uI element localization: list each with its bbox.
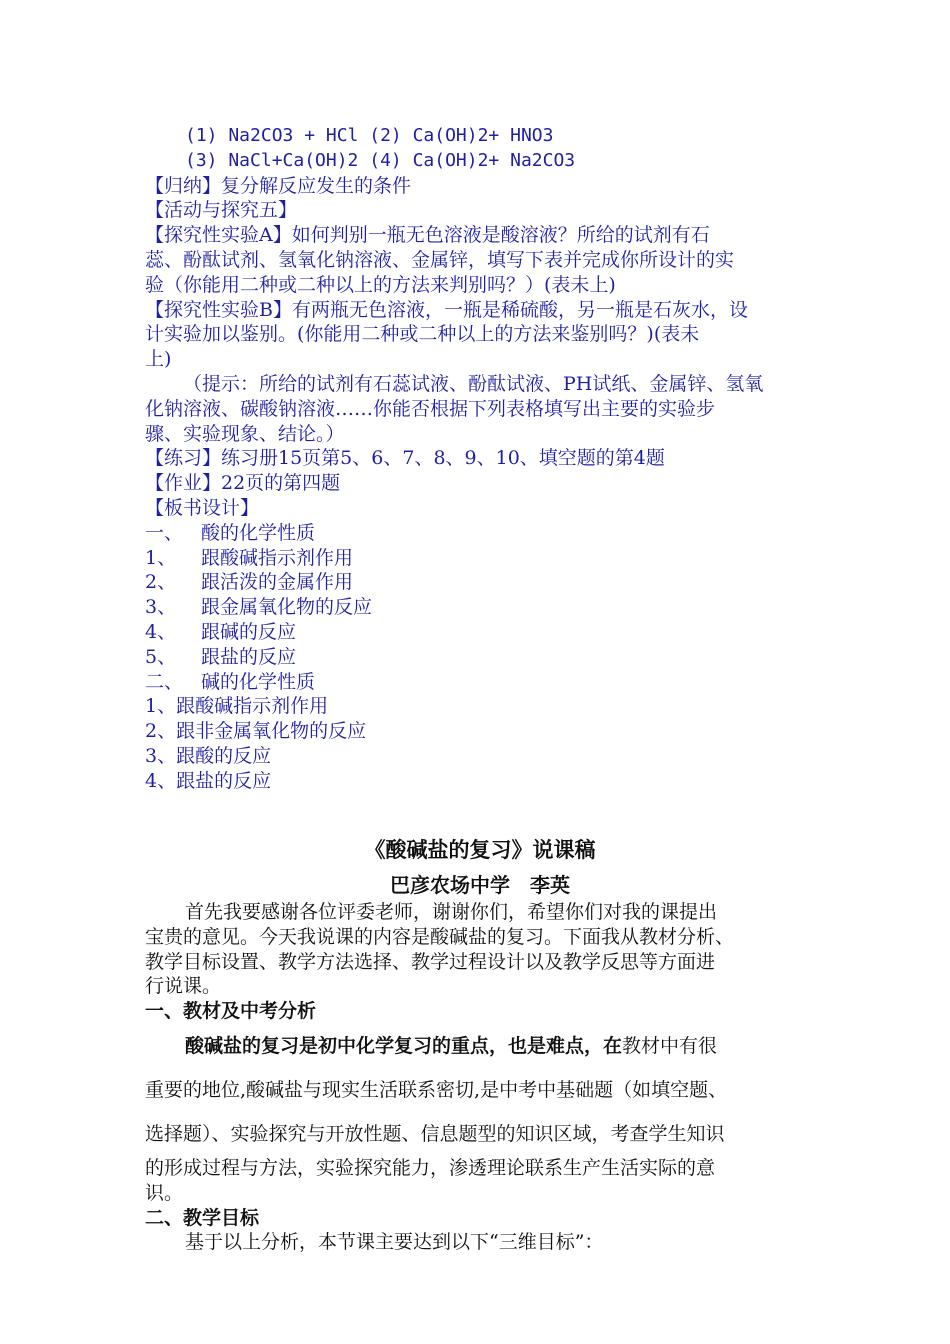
board-item: 2、跟非金属氧化物的反应 xyxy=(145,720,367,743)
paragraph-line: 选择题）、实验探究与开放性题、信息题型的知识区域，考查学生知识 xyxy=(145,1122,725,1145)
board-item: 4、跟盐的反应 xyxy=(145,769,272,792)
paragraph-line: 首先我要感谢各位评委老师，谢谢你们，希望你们对我的课提出 xyxy=(185,901,718,923)
lesson-plan-section xyxy=(145,124,815,794)
board-item: 4、 跟碱的反应 xyxy=(145,620,297,643)
section-heading: 二、教学目标 xyxy=(145,1206,260,1229)
equation-line: (3) NaCl+Ca(OH)2 (4) Ca(OH)2+ Na2CO3 xyxy=(185,149,576,171)
board-item: 5、 跟盐的反应 xyxy=(145,645,297,668)
paragraph-line: 宝贵的意见。今天我说课的内容是酸碱盐的复习。下面我从教材分析、 xyxy=(145,925,735,948)
text-line: 化钠溶液、碳酸钠溶液……你能否根据下列表格填写出主要的实验步 xyxy=(145,397,716,420)
text-line: 【活动与探究五】 xyxy=(145,199,298,222)
text-line: 验（你能用二种或二种以上的方法来判别吗？）(表未上) xyxy=(145,273,616,296)
paragraph-line: 酸碱盐的复习是初中化学复习的重点，也是难点，在教材中有很 xyxy=(185,1034,718,1057)
board-heading-base: 二、 碱的化学性质 xyxy=(145,670,316,693)
text-line: 【板书设计】 xyxy=(145,496,260,519)
equation-line: (1) Na2CO3 + HCl (2) Ca(OH)2+ HNO3 xyxy=(185,125,554,146)
lecture-script-section xyxy=(145,830,815,1255)
section-heading: 一、教材及中考分析 xyxy=(145,1000,317,1023)
text-line: 【探究性实验A】如何判别一瓶无色溶液是酸溶液？所给的试剂有石 xyxy=(145,224,710,247)
text-line: 蕊、酚酞试剂、氢氧化钠溶液、金属锌，填写下表并完成你所设计的实 xyxy=(145,248,735,271)
document-title: 《酸碱盐的复习》说课稿 xyxy=(364,837,596,862)
paragraph-line: 识。 xyxy=(145,1181,184,1204)
paragraph-line: 重要的地位,酸碱盐与现实生活联系密切,是中考中基础题（如填空题、 xyxy=(145,1078,728,1101)
paragraph-line: 基于以上分析，本节课主要达到以下“三维目标”： xyxy=(185,1231,604,1254)
text-line: 【归纳】复分解反应发生的条件 xyxy=(145,174,412,197)
board-item: 2、 跟活泼的金属作用 xyxy=(145,571,354,594)
paragraph-line: 的形成过程与方法，实验探究能力，渗透理论联系生产生活实际的意 xyxy=(145,1156,716,1179)
board-item: 3、 跟金属氧化物的反应 xyxy=(145,596,373,619)
document-author: 巴彦农场中学 李英 xyxy=(390,873,570,897)
paragraph-line: 教学目标设置、教学方法选择、教学过程设计以及教学反思等方面进 xyxy=(145,950,716,973)
board-item: 1、 跟酸碱指示剂作用 xyxy=(145,546,354,569)
text-line: 【练习】练习册15页第5、6、7、8、9、10、填空题的第4题 xyxy=(145,447,665,470)
board-heading-acid: 一、 酸的化学性质 xyxy=(145,521,316,544)
text-line: 【作业】22页的第四题 xyxy=(145,472,341,495)
text-line: 骤、实验现象、结论。） xyxy=(145,422,345,445)
board-item: 3、跟酸的反应 xyxy=(145,744,272,767)
text-line: （提示：所给的试剂有石蕊试液、酚酞试液、PH试纸、金属锌、氢氧 xyxy=(183,372,764,395)
text-line: 【探究性实验B】有两瓶无色溶液，一瓶是稀硫酸，另一瓶是石灰水，设 xyxy=(145,298,748,321)
text-line: 计实验加以鉴别。(你能用二种或二种以上的方法来鉴别吗？)(表未 xyxy=(145,323,700,346)
text-line: 上) xyxy=(145,348,172,371)
board-item: 1、跟酸碱指示剂作用 xyxy=(145,695,329,718)
paragraph-line: 行说课。 xyxy=(145,975,222,998)
